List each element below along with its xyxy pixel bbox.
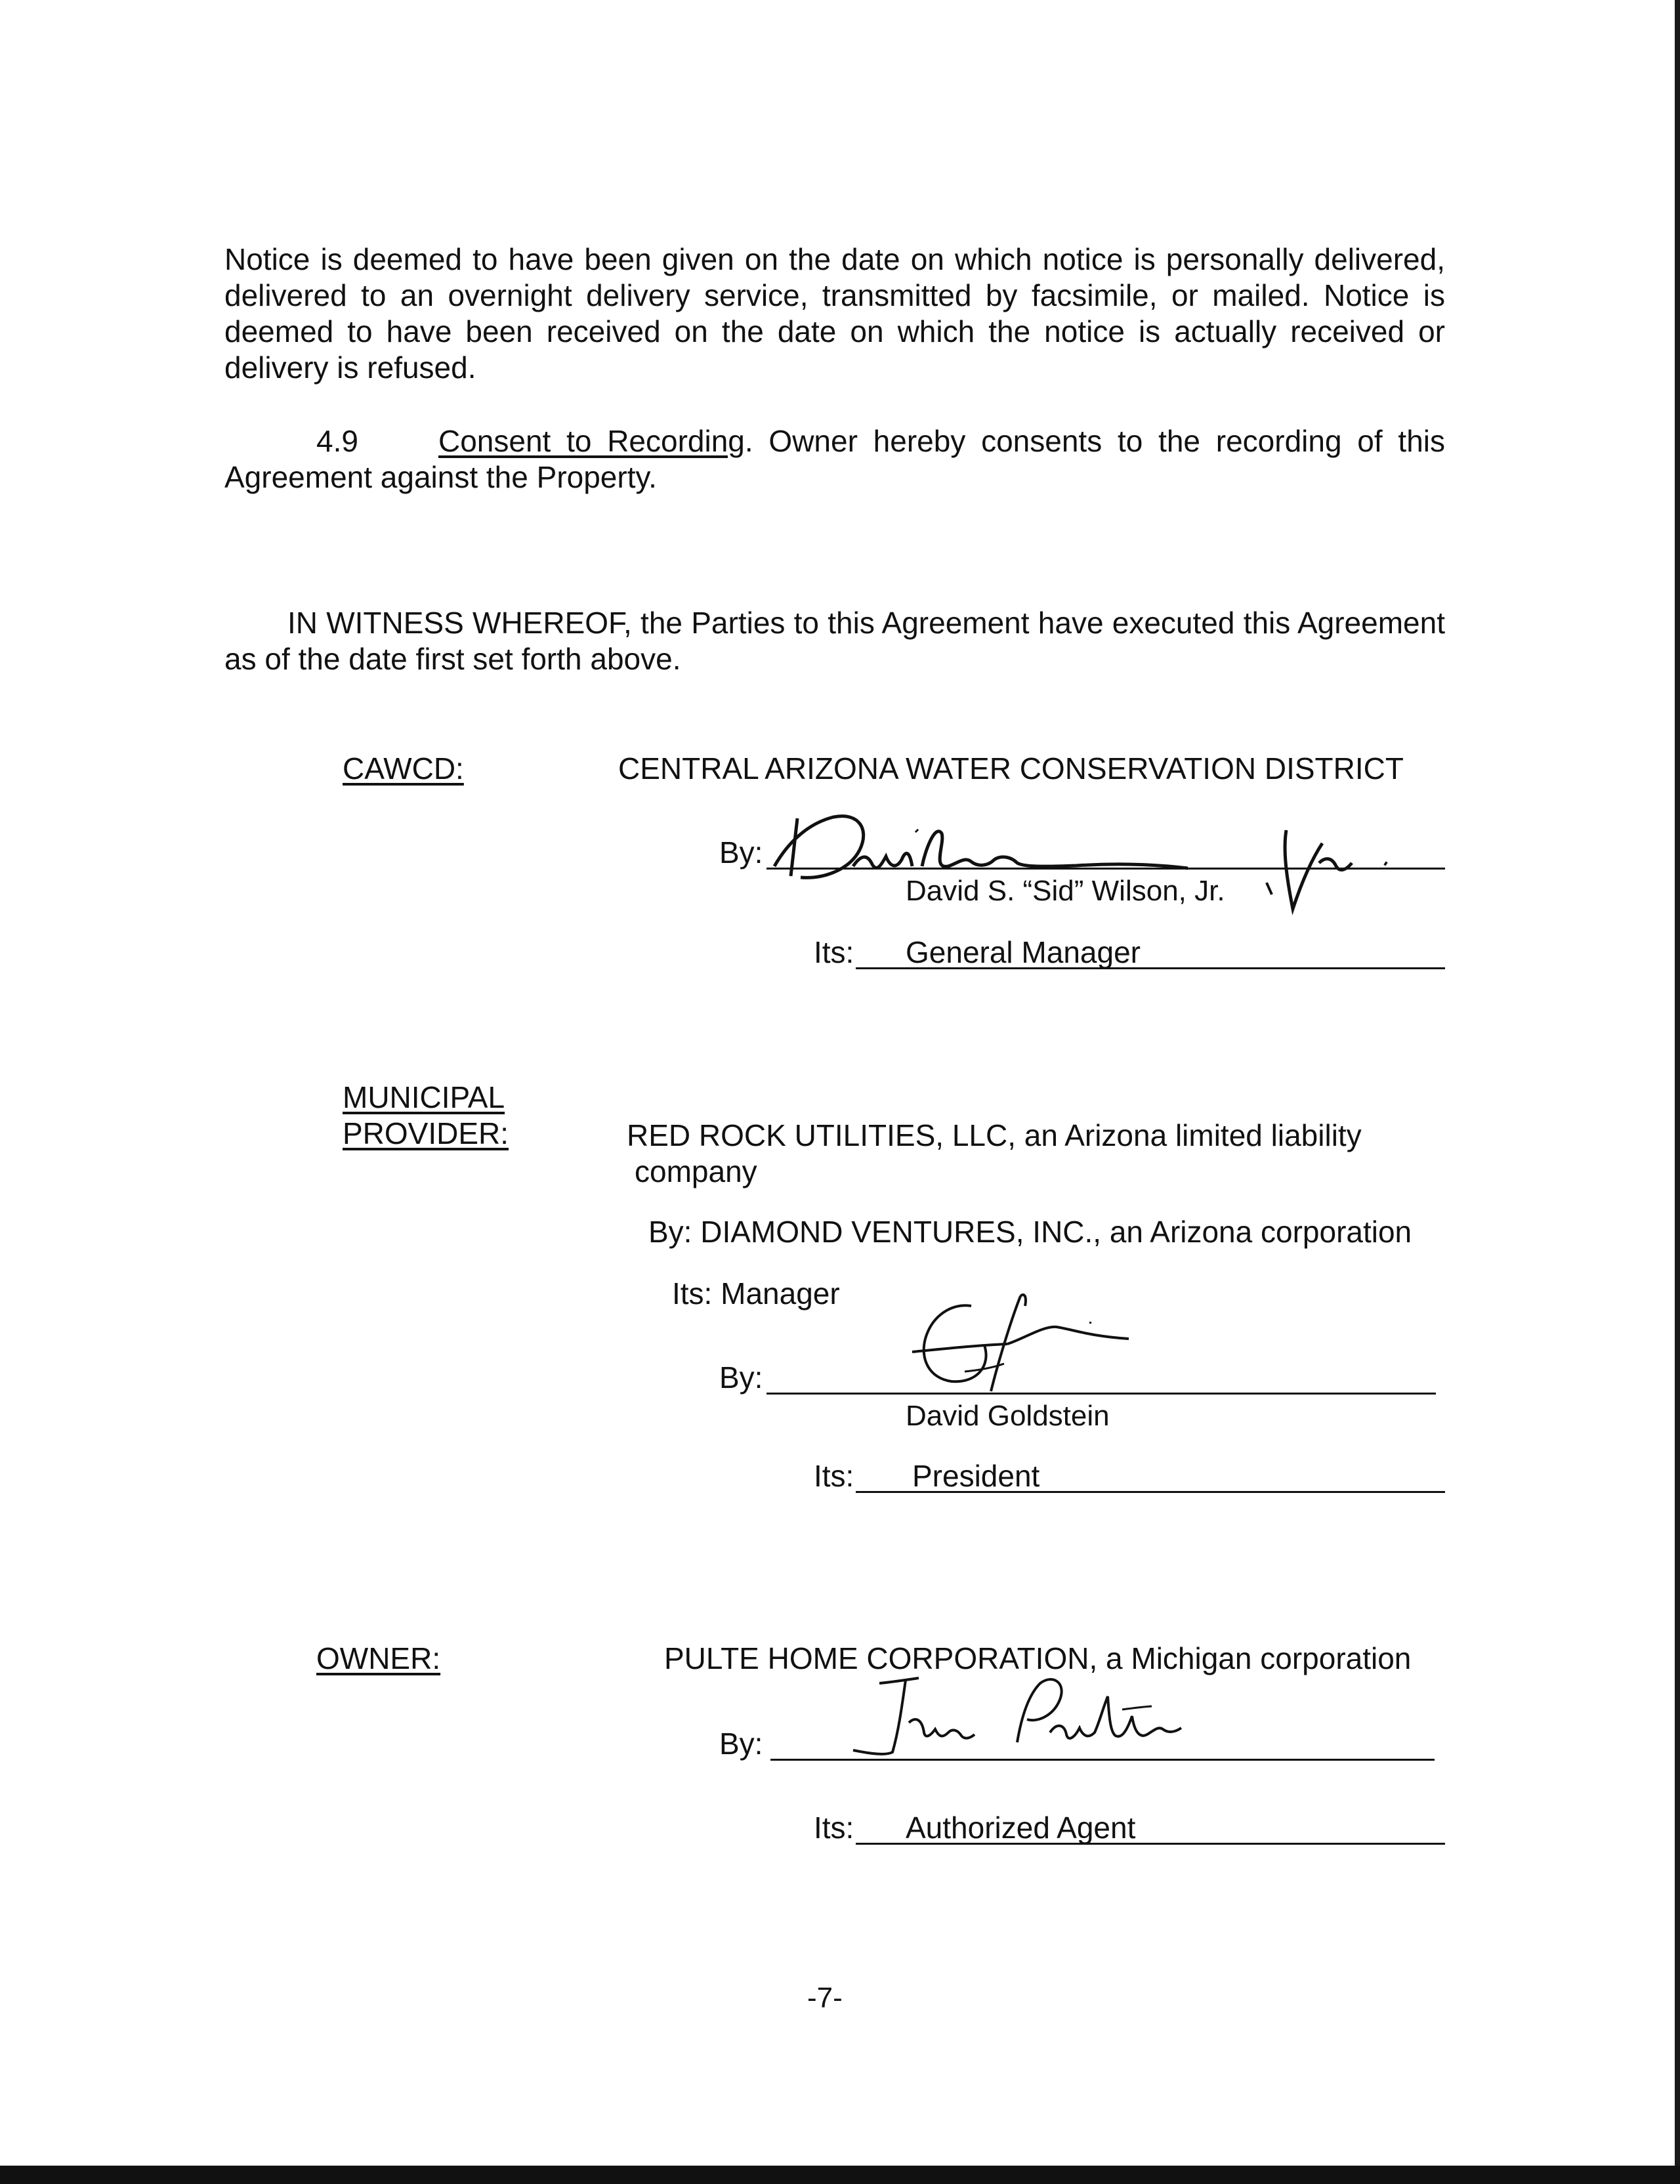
municipal-entity-line1: RED ROCK UTILITIES, LLC, an Arizona limited liability xyxy=(627,1118,1362,1152)
municipal-label-line2: PROVIDER: xyxy=(343,1116,509,1150)
municipal-by-label: By: xyxy=(719,1360,763,1395)
cawcd-by-label: By: xyxy=(719,835,763,870)
municipal-label-line1: MUNICIPAL xyxy=(343,1080,505,1114)
section-heading: Consent to Recording xyxy=(438,424,745,458)
cawcd-its-label: Its: xyxy=(814,935,854,969)
cawcd-entity: CENTRAL ARIZONA WATER CONSERVATION DISTRICT xyxy=(618,751,1404,786)
municipal-its-manager: Its: Manager xyxy=(672,1276,840,1311)
cawcd-title: General Manager xyxy=(906,935,1141,969)
owner-entity: PULTE HOME CORPORATION, a Michigan corporation xyxy=(664,1641,1412,1675)
municipal-by-entity: By: DIAMOND VENTURES, INC., an Arizona corporation xyxy=(648,1215,1412,1249)
cawcd-signer-name: David S. “Sid” Wilson, Jr. xyxy=(906,875,1225,907)
municipal-title: President xyxy=(912,1459,1040,1493)
owner-by-label: By: xyxy=(719,1727,763,1761)
municipal-signer-name: David Goldstein xyxy=(906,1400,1110,1432)
municipal-its-label: Its: xyxy=(814,1459,854,1493)
section-number: 4.9 xyxy=(316,424,358,458)
owner-signature xyxy=(840,1670,1194,1769)
municipal-signature xyxy=(892,1286,1142,1398)
witness-text: IN WITNESS WHEREOF, the Parties to this Agreement have executed this Agreement as of the date first set forth above. xyxy=(224,606,1445,676)
cawcd-label: CAWCD: xyxy=(343,751,464,786)
owner-its-label: Its: xyxy=(814,1811,854,1845)
municipal-entity-line2: company xyxy=(635,1154,757,1188)
notice-text: Notice is deemed to have been given on the date on which notice is personally delivered, delivered to an overnight delivery service, transmitted by facsimile, or mailed. Notice is deemed to have been received on the date on which the notice is actually received or delivery is refused. xyxy=(224,242,1445,385)
section-text: . Owner hereby consents to the recording of this Agreement against the Property. xyxy=(224,424,1445,494)
scan-edge-bottom xyxy=(0,2166,1680,2184)
owner-label: OWNER: xyxy=(316,1641,441,1675)
witness-paragraph xyxy=(224,605,1445,677)
owner-title: Authorized Agent xyxy=(906,1811,1136,1845)
section-4-9-paragraph xyxy=(224,423,1445,495)
notice-paragraph xyxy=(224,242,1445,386)
scan-edge-right xyxy=(1675,0,1680,2166)
page-number: -7- xyxy=(807,1982,843,2014)
